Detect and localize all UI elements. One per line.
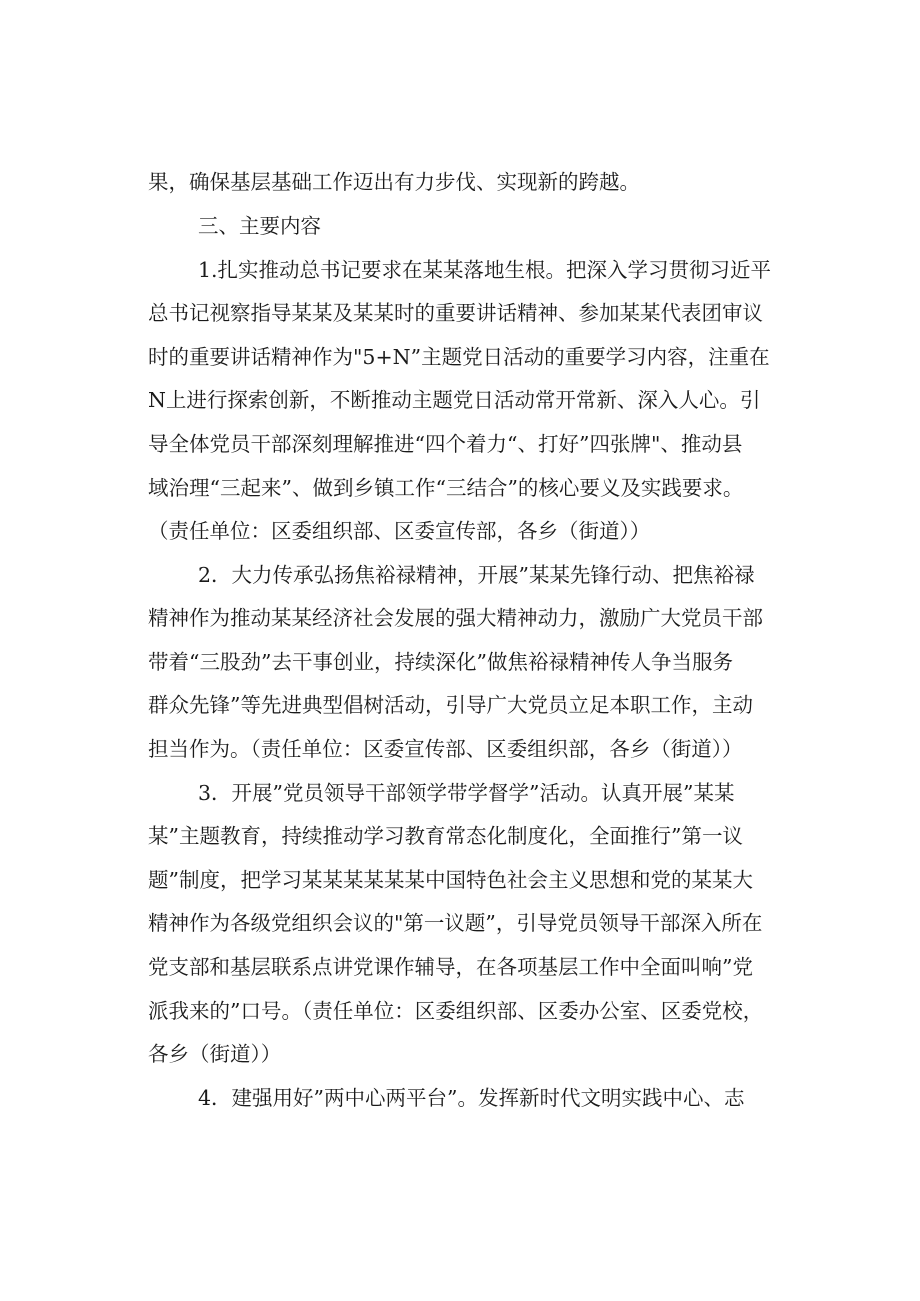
text-line: 某”主题教育，持续推动学习教育常态化制度化，全面推行”第一议 xyxy=(148,824,743,848)
text-line: （责任单位：区委组织部、区委宣传部，各乡（街道）） xyxy=(148,519,651,543)
text-line: 党支部和基层联系点讲党课作辅导，在各项基层工作中全面叫响”党 xyxy=(148,955,753,979)
text-line: 派我来的”口号。（责任单位：区委组织部、区委办公室、区委党校， xyxy=(148,999,764,1023)
text-line: 域治理“三起来”、做到乡镇工作“三结合”的核心要义及实践要求。 xyxy=(148,476,744,500)
text-line: 精神作为推动某某经济社会发展的强大精神动力，激励广大党员干部 xyxy=(148,606,763,630)
section-heading: 三、主要内容 xyxy=(198,214,321,238)
text-line: 题”制度，把学习某某某某某某中国特色社会主义思想和党的某某大 xyxy=(148,868,753,892)
text-line: 导全体党员干部深刻理解推进“四个着力“、打好”四张牌"、推动县 xyxy=(148,432,743,456)
text-line: 时的重要讲话精神作为"5+N”主题党日活动的重要学习内容，注重在 xyxy=(148,345,770,369)
text-line: 担当作为。（责任单位：区委宣传部、区委组织部，各乡（街道）） xyxy=(148,737,743,761)
text-line: 精神作为各级党组织会议的"第一议题”，引导党员领导干部深入所在 xyxy=(148,911,763,935)
text-line: 4．建强用好”两中心两平台”。发挥新时代文明实践中心、志 xyxy=(198,1086,745,1110)
text-line: 2．大力传承弘扬焦裕禄精神，开展”某某先锋行动、把焦裕禄 xyxy=(198,563,755,587)
text-line: 带着“三股劲”去干事创业，持续深化”做焦裕禄精神传人争当服务 xyxy=(148,650,733,674)
text-line: 3．开展”党员领导干部领学带学督学”活动。认真开展”某某 xyxy=(198,781,735,805)
text-line: 总书记视察指导某某及某某时的重要讲话精神、参加某某代表团审议 xyxy=(148,301,763,325)
text-line: 果，确保基层基础工作迈出有力步伐、实现新的跨越。 xyxy=(148,170,640,194)
text-line: N上进行探索创新，不断推动主题党日活动常开常新、深入人心。引 xyxy=(148,388,761,412)
text-line: 1.扎实推动总书记要求在某某落地生根。把深入学习贯彻习近平 xyxy=(198,258,772,282)
text-line: 群众先锋”等先进典型倡树活动，引导广大党员立足本职工作，主动 xyxy=(148,693,753,717)
text-line: 各乡（街道）） xyxy=(148,1042,282,1066)
